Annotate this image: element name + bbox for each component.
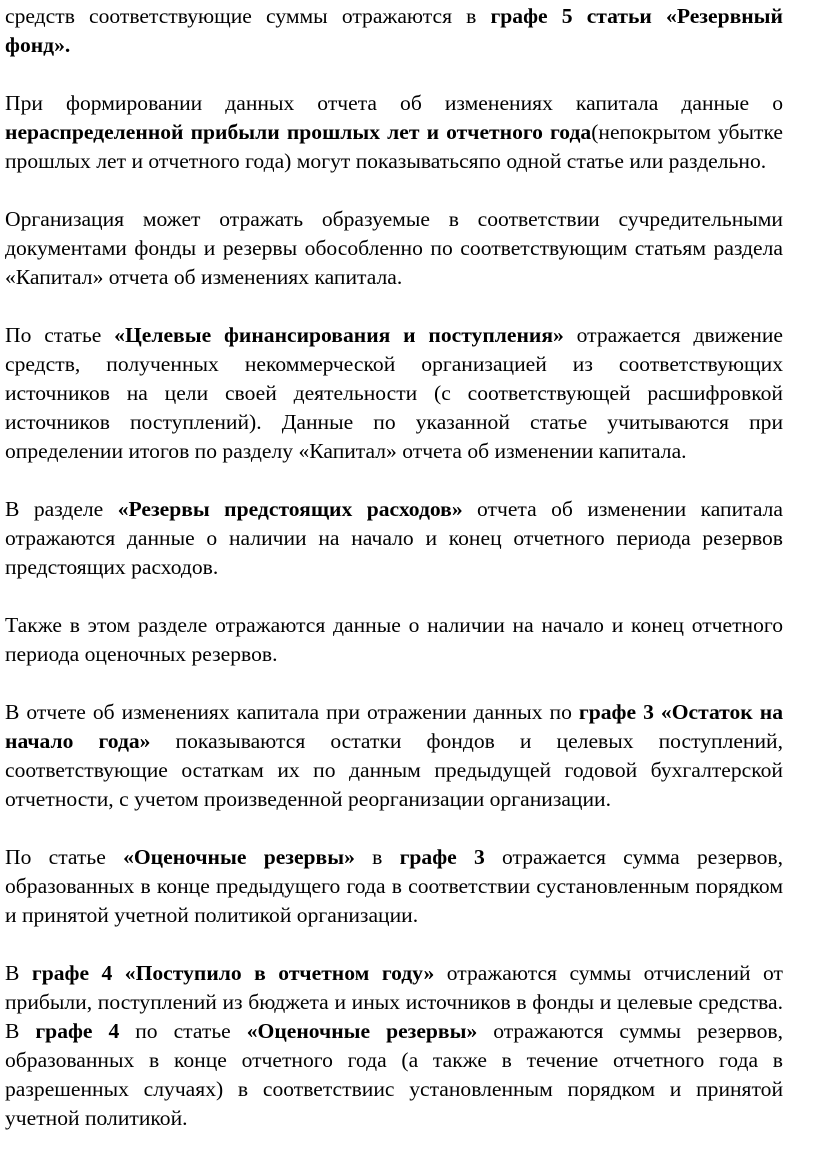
text-segment: отчета об изменении капитала отражаются данные о наличии на начало и конец отчетного периода резервов предстоящих расходов. <box>5 497 783 579</box>
text-segment: (непокрытом убытке прошлых лет и отчетного года) могут показыватьсяпо одной статье или раздельно. <box>5 120 783 173</box>
paragraph-valuation-reserves <box>5 611 783 669</box>
bold-segment: графе 5 статьи «Резервный фонд». <box>5 4 783 57</box>
text-segment: отражаются суммы отчислений от прибыли, поступлений из бюджета и иных источников в фонды и целевые средства. В <box>5 961 783 1043</box>
bold-segment: графе 3 <box>399 845 485 869</box>
bold-segment: графе 3 «Остаток на начало года» <box>5 700 783 753</box>
bold-segment: «Оценочные резервы» <box>123 845 355 869</box>
paragraph-funds-reserves <box>5 205 783 292</box>
bold-segment: «Целевые финансирования и поступления» <box>114 323 564 347</box>
bold-segment: графе 4 <box>35 1019 120 1043</box>
text-segment: отражаются суммы резервов, образованных в конце отчетного года (а также в течение отчетного года в разрешенных случаях) в соответствиис установленным порядком и принятой учетной политикой. <box>5 1019 783 1130</box>
bold-segment: «Резервы предстоящих расходов» <box>117 497 463 521</box>
bold-segment: «Оценочные резервы» <box>246 1019 478 1043</box>
text-segment: Также в этом разделе отражаются данные о наличии на начало и конец отчетного периода оценочных резервов. <box>5 613 783 666</box>
paragraph-valuation-column-3 <box>5 843 783 930</box>
bold-segment: графе 4 «Поступило в отчетном году» <box>31 961 435 985</box>
paragraph-target-financing <box>5 321 783 466</box>
text-segment: отражается сумма резервов, образованных в конце предыдущего года в соответствии сустановленным порядком и принятой учетной политикой организации. <box>5 845 783 927</box>
paragraph-retained-earnings <box>5 89 783 176</box>
text-segment: По статье <box>5 323 115 347</box>
text-segment: По статье <box>5 845 124 869</box>
paragraph-column-4 <box>5 959 783 1133</box>
text-segment: в <box>354 845 400 869</box>
paragraph-future-expenses-reserves <box>5 495 783 582</box>
text-segment: по статье <box>119 1019 247 1043</box>
document-page <box>5 2 783 1133</box>
paragraph-reserve-fund <box>5 2 783 60</box>
bold-segment: нераспределенной прибыли прошлых лет и отчетного года <box>5 120 592 144</box>
text-segment: В разделе <box>5 497 118 521</box>
text-segment: В <box>5 961 32 985</box>
text-segment: отражается движение средств, полученных некоммерческой организацией из соответствующих источников на цели своей деятельности (с соответствующей расшифровкой источников поступлений). Данные по указанной статье учитываются при определении итогов по разделу «Капитал» отчета об изменении капитала. <box>5 323 783 463</box>
text-segment: показываются остатки фондов и целевых поступлений, соответствующие остаткам их по данным предыдущей годовой бухгалтерской отчетности, с учетом произведенной реорганизации организации. <box>5 729 783 811</box>
text-segment: При формировании данных отчета об изменениях капитала данные о <box>5 91 783 115</box>
text-segment: В отчете об изменениях капитала при отражении данных по <box>5 700 579 724</box>
text-segment: средств соответствующие суммы отражаются в <box>5 4 491 28</box>
paragraph-column-3 <box>5 698 783 814</box>
text-segment: Организация может отражать образуемые в соответствии сучредительными документами фонды и резервы обособленно по соответствующим статьям раздела «Капитал» отчета об изменениях капитала. <box>5 207 783 289</box>
